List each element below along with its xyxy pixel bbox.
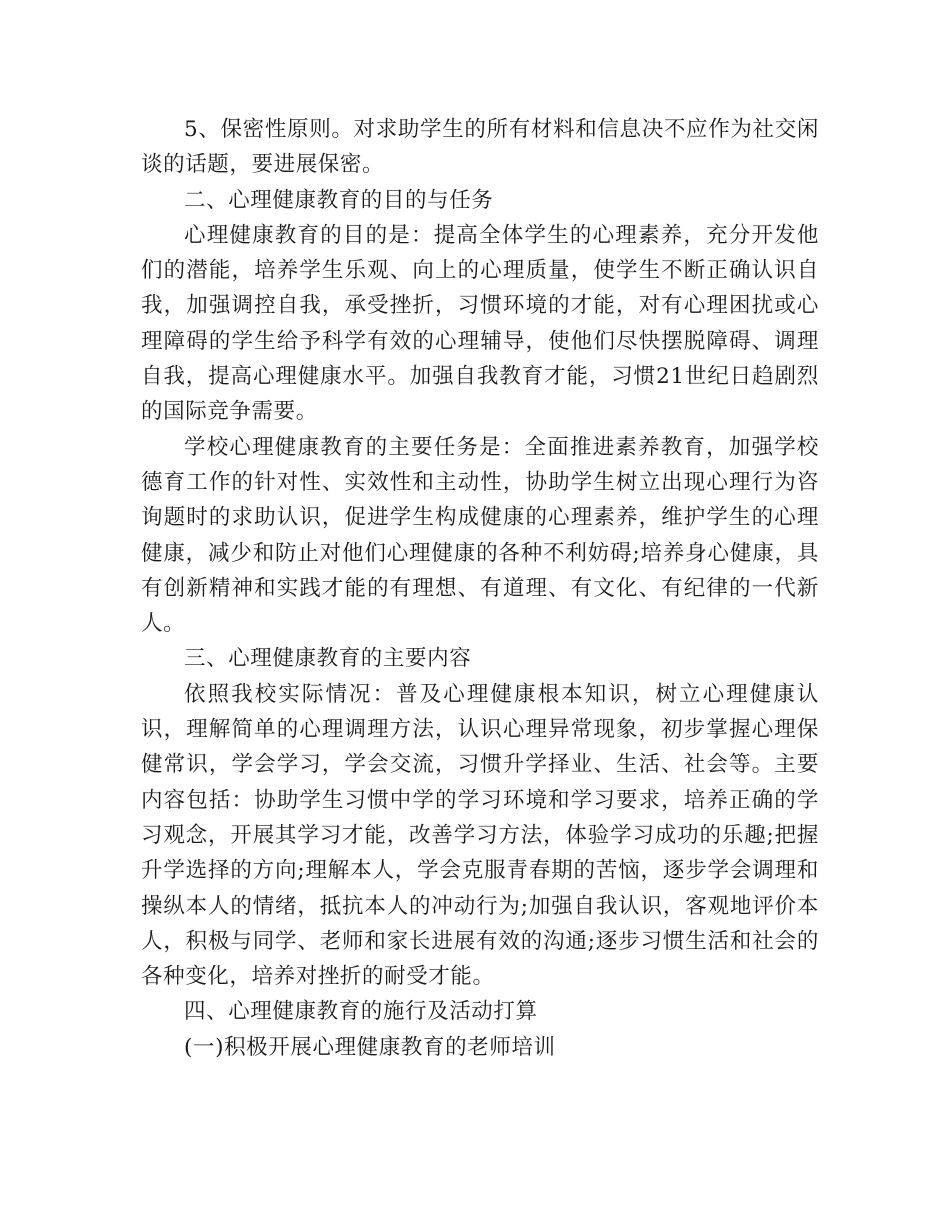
subsection-heading-teacher-training: (一)积极开展心理健康教育的老师培训 <box>184 1034 556 1060</box>
section-heading-goals-and-tasks: 二、心理健康教育的目的与任务 <box>184 187 494 213</box>
section-heading-main-content: 三、心理健康教育的主要内容 <box>184 646 472 672</box>
paragraph-confidentiality-principle: 5、保密性原则。对求助学生的所有材料和信息决不应作为社交闲谈的话题，要进展保密。 <box>141 117 819 178</box>
paragraph-main-tasks: 学校心理健康教育的主要任务是：全面推进素养教育，加强学校德育工作的针对性、实效性和主动性，协助学生树立出现心理行为咨询题时的求助认识，促进学生构成健康的心理素养，维护学生的心理健康，减少和防止对他们心理健康的各种不利妨碍;培养身心健康，具有创新精神和实践才能的有理想、有道理、有文化、有纪律的一代新人。 <box>141 434 819 637</box>
section-heading-implementation-plan: 四、心理健康教育的施行及活动打算 <box>184 999 538 1025</box>
paragraph-education-goals: 心理健康教育的目的是：提高全体学生的心理素养，充分开发他们的潜能，培养学生乐观、向上的心理质量，使学生不断正确认识自我，加强调控自我，承受挫折，习惯环境的才能，对有心理困扰或心理障碍的学生给予科学有效的心理辅导，使他们尽快摆脱障碍、调理自我，提高心理健康水平。加强自我教育才能，习惯21世纪日趋剧烈的国际竞争需要。 <box>141 222 819 425</box>
document-body <box>141 112 819 1065</box>
paragraph-main-content: 依照我校实际情况：普及心理健康根本知识，树立心理健康认识，理解简单的心理调理方法，认识心理异常现象，初步掌握心理保健常识，学会学习，学会交流，习惯升学择业、生活、社会等。主要内容包括：协助学生习惯中学的学习环境和学习要求，培养正确的学习观念，开展其学习才能，改善学习方法，体验学习成功的乐趣;把握升学选择的方向;理解本人，学会克服青春期的苦恼，逐步学会调理和操纵本人的情绪，抵抗本人的冲动行为;加强自我认识，客观地评价本人，积极与同学、老师和家长进展有效的沟通;逐步习惯生活和社会的各种变化，培养对挫折的耐受才能。 <box>141 681 819 990</box>
